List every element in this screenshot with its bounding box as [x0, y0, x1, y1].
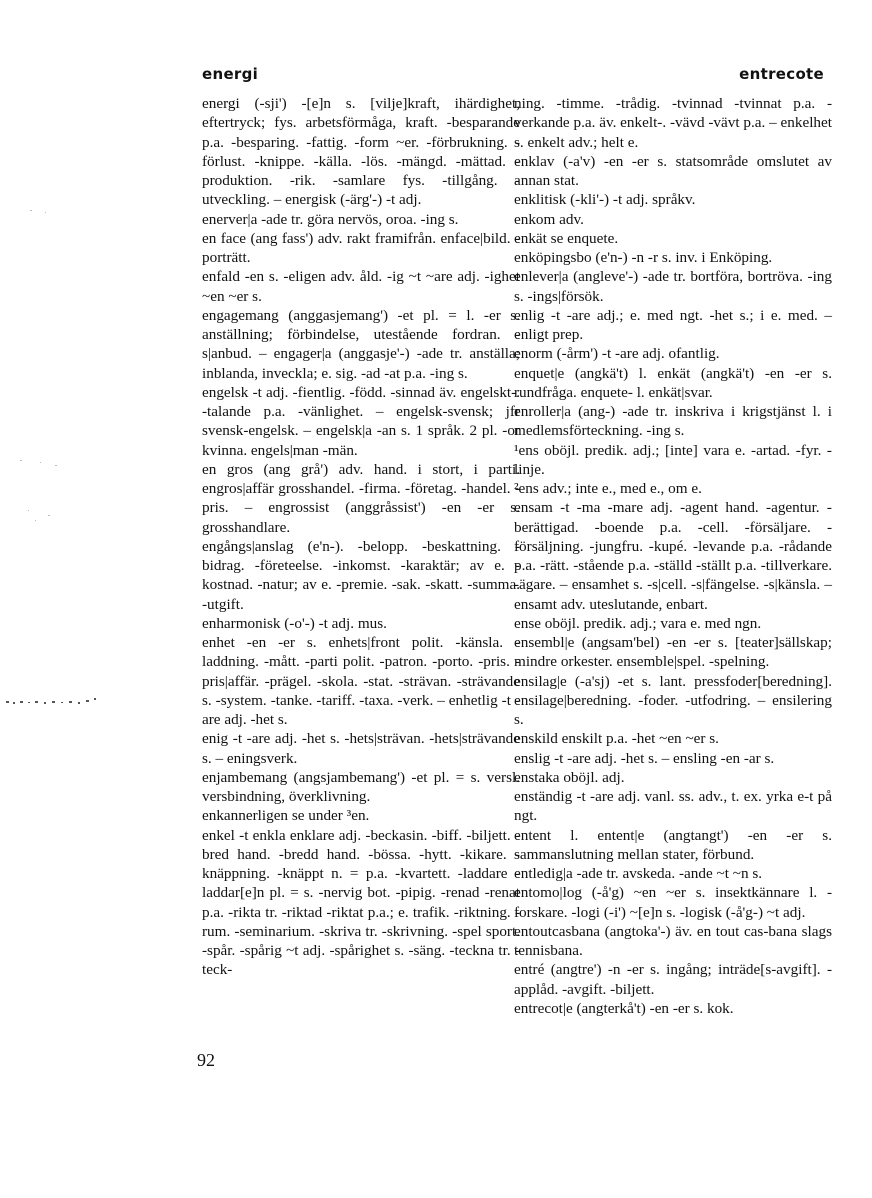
- running-head-left: energi: [202, 65, 259, 83]
- dictionary-entry: ensilag|e (-a'sj) -et s. lant. pressfoder[beredning]. ensilage|beredning. -foder. -utfodring. – ensilering s.: [514, 672, 832, 728]
- dictionary-entry: engagemang (anggasjemang') -et pl. = l. -er s. anställning; förbindelse, utestående fordran. -s|anbud. – engager|a (anggasje'-) -ade tr. anställa; inblanda, inveckla; e. sig. -ad -at p.a. -ing s.: [202, 306, 520, 382]
- dictionary-entry: engångs|anslag (e'n-). -belopp. -beskattning. -bidrag. -företeelse. -inkomst. -karaktär; av e. -kostnad. -natur; av e. -premie. -sak. -skatt. -summa. -utgift.: [202, 537, 520, 613]
- dictionary-entry: enharmonisk (-o'-) -t adj. mus.: [202, 614, 387, 632]
- dictionary-entry: enquet|e (angkä't) l. enkät (angkä't) -en -er s. rundfråga. enquete- l. enkät|svar.: [514, 364, 832, 401]
- dictionary-entry: enroller|a (ang-) -ade tr. inskriva i krigstjänst l. i medlemsförteckning. -ing s.: [514, 403, 832, 440]
- dictionary-entry: enlig -t -are adj.; e. med ngt. -het s.; i e. med. – enligt prep.: [514, 306, 832, 343]
- dictionary-entry: enhet -en -er s. enhets|front polit. -känsla. -laddning. -mått. -parti polit. -patron. -porto. -pris. -pris|affär. -prägel. -skola. -stat. -strävan. -strävande s. -system. -tanke. -tariff. -taxa. -verk. – enhetlig -t -are adj. -het s.: [202, 634, 520, 728]
- dictionary-entry: en face (ang fass') adv. rakt framifrån. enface|bild. -porträtt.: [202, 229, 520, 266]
- dictionary-entry: entomo|log (-å'g) ~en ~er s. insektkännare l. -forskare. -logi (-i') ~[e]n s. -logisk (-å'g-) ~t adj.: [514, 884, 832, 921]
- dictionary-entry: ning. -timme. -trådig. -tvinnad -tvinnat p.a. -verkande p.a. äv. enkelt-. -vävd -vävt p.a. – enkelhet s. enkelt adv.; helt e.: [514, 95, 832, 151]
- dictionary-entry: enlever|a (angleve'-) -ade tr. bortföra, bortröva. -ing s. -ings|försök.: [514, 268, 832, 305]
- dictionary-entry: enständig -t -are adj. vanl. ss. adv., t. ex. yrka e-t på ngt.: [514, 788, 832, 825]
- left-column: [202, 94, 520, 980]
- dictionary-entry: entrecot|e (angterkå't) -en -er s. kok.: [514, 999, 734, 1017]
- dictionary-entry: ¹ens oböjl. predik. adj.; [inte] vara e. -artad. -fyr. -linje.: [514, 441, 832, 478]
- dictionary-entry: entledig|a -ade tr. avskeda. -ande ~t ~n s.: [514, 865, 763, 882]
- dictionary-entry: enklav (-a'v) -en -er s. statsområde omslutet av annan stat.: [514, 152, 832, 189]
- dictionary-entry: ense oböjl. predik. adj.; vara e. med ngn.: [514, 614, 762, 632]
- dictionary-entry: entré (angtre') -n -er s. ingång; inträde[s-avgift]. -applåd. -avgift. -biljett.: [514, 961, 832, 998]
- dictionary-entry: enerver|a -ade tr. göra nervös, oroa. -ing s.: [202, 210, 459, 228]
- dictionary-entry: enstaka oböjl. adj.: [514, 768, 625, 786]
- dictionary-entry: enslig -t -are adj. -het s. – ensling -en -ar s.: [514, 749, 775, 767]
- page-number: 92: [197, 1050, 215, 1070]
- dictionary-entry: enjambemang (angsjambemang') -et pl. = s. versl. versbindning, överklivning.: [202, 768, 520, 805]
- dictionary-entry: enskild enskilt p.a. -het ~en ~er s.: [514, 730, 719, 748]
- dictionary-entry: energi (-sji') -[e]n s. [vilje]kraft, ihärdighet, eftertryck; fys. arbetsförmåga, kraft. -besparande p.a. -besparing. -fattig. -form ~er. -förbrukning. -förlust. -knippe. -källa. -lös. -mängd. -mättad. -produktion. -rik. -samlare fys. -tillgång. -utveckling. – energisk (-ärg'-) -t adj.: [202, 95, 520, 209]
- dictionary-entry: enig -t -are adj. -het s. -hets|strävan. -hets|strävande s. – eningsverk.: [202, 730, 520, 767]
- dictionary-entry: ensembl|e (angsam'bel) -en -er s. [teater]sällskap; mindre orkester. ensemble|spel. -spelning.: [514, 634, 832, 671]
- dictionary-entry: ²ens adv.; inte e., med e., om e.: [514, 480, 702, 497]
- scan-bleedthrough-marks: [0, 120, 120, 740]
- dictionary-entry: entoutcasbana (angtoka'-) äv. en tout cas-bana slags tennisbana.: [514, 922, 832, 959]
- dictionary-entry: enköpingsbo (e'n-) -n -r s. inv. i Enköping.: [514, 249, 773, 266]
- dictionary-entry: enkät se enquete.: [514, 229, 619, 247]
- dictionary-entry: engelsk -t adj. -fientlig. -född. -sinnad äv. engelskt-. -talande p.a. -vänlighet. – engelsk-svensk; jfr svensk-engelsk. – engelsk|a -an s. 1 språk. 2 pl. -or kvinna. engels|man -män.: [202, 383, 520, 459]
- dictionary-entry: ensam -t -ma -mare adj. -agent hand. -agentur. -berättigad. -boende p.a. -cell. -försäljare. -försäljning. -jungfru. -kupé. -levande p.a. -rådande p.a. -rätt. -stående p.a. -ställd -ställt p.a. -tillverkare. -ägare. – ensamhet s. -s|cell. -s|fängelse. -s|känsla. – ensamt adv. uteslutande, enbart.: [514, 499, 832, 613]
- dictionary-entry: enfald -en s. -eligen adv. åld. -ig ~t ~are adj. -ighet ~en ~er s.: [202, 268, 520, 305]
- dictionary-entry: enkannerligen se under ³en.: [202, 807, 370, 825]
- dictionary-entry: entent l. entent|e (angtangt') -en -er s. sammanslutning mellan stater, förbund.: [514, 826, 832, 863]
- dictionary-entry: enklitisk (-kli'-) -t adj. språkv.: [514, 191, 696, 209]
- dictionary-entry: enkel -t enkla enklare adj. -beckasin. -biff. -biljett. -bred hand. -bredd hand. -bössa. -hytt. -kikare. -knäppning. -knäppt n. = p.a. -kvartett. -laddare -laddar[e]n pl. = s. -nervig bot. -pipig. -renad -renat p.a. -rikta tr. -riktad -riktat p.a.; e. trafik. -riktning. -rum. -seminarium. -skriva tr. -skrivning. -spel sport. -spår. -spårig ~t adj. -spårighet s. -säng. -teckna tr. -teck-: [202, 826, 520, 979]
- right-column: [514, 94, 832, 1018]
- dictionary-entry: enorm (-årm') -t -are adj. ofantlig.: [514, 345, 720, 363]
- running-head-right: entrecote: [739, 65, 824, 83]
- dictionary-entry: en gros (ang grå') adv. hand. i stort, i parti. engros|affär grosshandel. -firma. -företag. -handel. -pris. – engrossist (anggråssist') -en -er s. grosshandlare.: [202, 460, 520, 536]
- dictionary-entry: enkom adv.: [514, 210, 584, 228]
